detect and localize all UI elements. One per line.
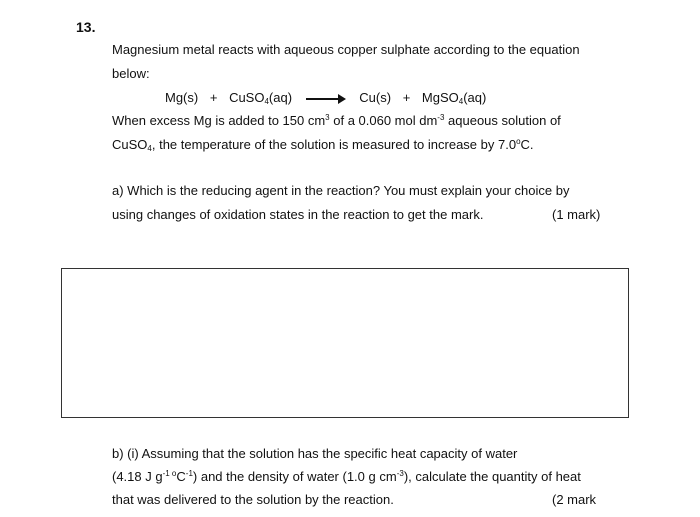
- plus-sign: +: [209, 90, 218, 105]
- chemical-equation: [165, 90, 486, 106]
- given-line-1: When excess Mg is added to 150 $cm^3$ of a 0.060 mol $dm^{-3}$ aqueous solution of: [112, 113, 561, 128]
- part-a-marks: (1 mark): [552, 207, 601, 222]
- question-number: 13.: [76, 19, 96, 35]
- product-cu: Cu(s): [359, 90, 392, 105]
- reactant-cuso4: CuSO$_4$(aq): [229, 90, 293, 106]
- part-a-line-1: a) Which is the reducing agent in the reaction? You must explain your choice by: [112, 183, 570, 198]
- answer-box[interactable]: [61, 268, 629, 418]
- intro-line-2: below:: [112, 66, 150, 81]
- reactant-mg: Mg(s): [165, 90, 199, 105]
- part-b-line-2: (4.18 J $g^{-1 o}C^{-1}$) and the density of water (1.0 g $cm^{-3}$), calculate the quantity of heat: [112, 469, 581, 484]
- part-a-line-2: using changes of oxidation states in the reaction to get the mark.: [112, 207, 484, 222]
- part-b-line-3: that was delivered to the solution by the reaction.: [112, 492, 394, 507]
- part-b-marks: (2 mark: [552, 492, 597, 507]
- product-mgso4: MgSO$_4$(aq): [421, 90, 487, 106]
- plus-sign: +: [402, 90, 411, 105]
- reaction-arrow-icon: [306, 94, 346, 104]
- intro-line-1: Magnesium metal reacts with aqueous copper sulphate according to the equation: [112, 42, 580, 57]
- part-b-line-1: b) (i) Assuming that the solution has the specific heat capacity of water: [112, 446, 518, 461]
- given-line-2: CuSO$_4$, the temperature of the solution is measured to increase by 7.0$^o$C.: [112, 137, 534, 153]
